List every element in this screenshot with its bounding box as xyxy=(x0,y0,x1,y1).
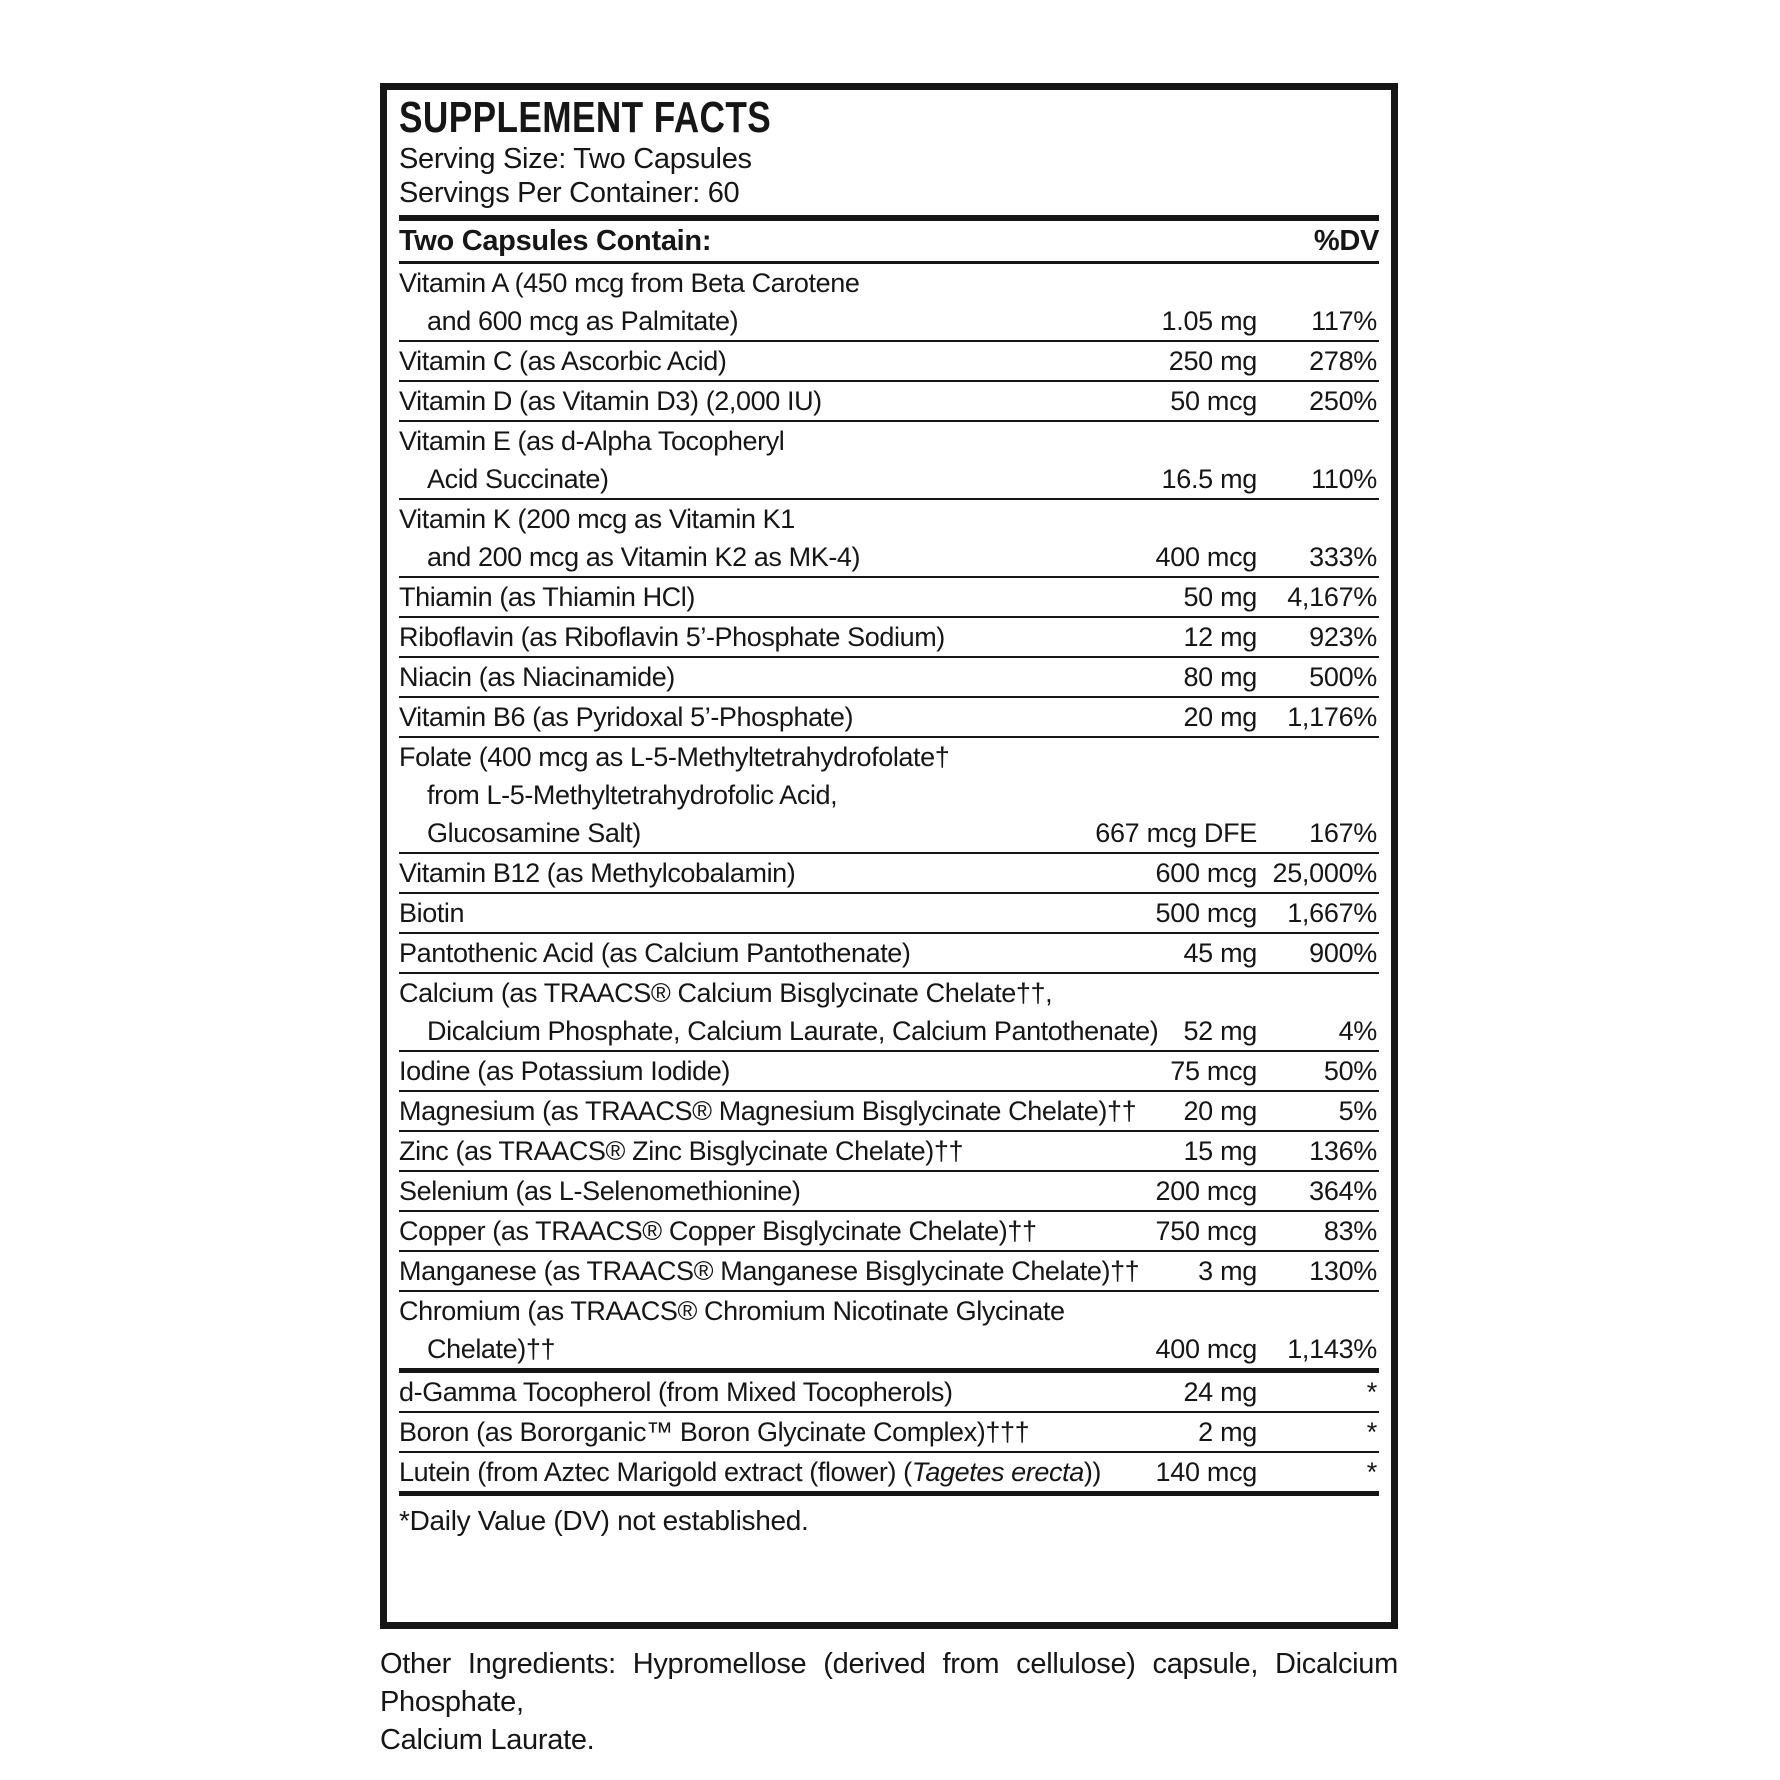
ingredient-name-line: Iodine (as Potassium Iodide) xyxy=(399,1056,730,1086)
ingredient-dv: * xyxy=(1366,1457,1377,1487)
ingredient-name-line: Glucosamine Salt) xyxy=(427,818,641,848)
ingredient-name-line: Vitamin A (450 mcg from Beta Carotene xyxy=(399,268,860,298)
ingredient-name-line: Manganese (as TRAACS® Manganese Bisglycinate Chelate)†† xyxy=(399,1256,1140,1286)
ingredient-amount: 750 mcg xyxy=(1155,1216,1257,1246)
ingredient-dv: 5% xyxy=(1338,1096,1377,1126)
supplement-facts-panel xyxy=(380,83,1398,1629)
ingredient-dv: 110% xyxy=(1311,464,1377,494)
ingredient-name-line: Zinc (as TRAACS® Zinc Bisglycinate Chelate)†† xyxy=(399,1136,964,1166)
serving-size-text: Serving Size: Two Capsules xyxy=(399,143,752,175)
servings-per-container-text: Servings Per Container: 60 xyxy=(399,177,740,209)
ingredient-amount: 52 mg xyxy=(1183,1016,1257,1046)
table-row xyxy=(399,698,1379,738)
ingredient-amount: 16.5 mg xyxy=(1161,464,1257,494)
ingredient-dv: 923% xyxy=(1309,622,1377,652)
ingredient-dv: 4% xyxy=(1338,1016,1377,1046)
ingredient-amount: 20 mg xyxy=(1183,1096,1257,1126)
ingredient-name-line: Thiamin (as Thiamin HCl) xyxy=(399,582,695,612)
ingredient-name-line: Vitamin E (as d-Alpha Tocopheryl xyxy=(399,426,785,456)
ingredient-amount: 200 mcg xyxy=(1155,1176,1257,1206)
table-row xyxy=(399,1092,1379,1132)
ingredient-amount: 250 mg xyxy=(1168,346,1257,376)
table-row xyxy=(399,500,1379,578)
ingredient-name-line: Riboflavin (as Riboflavin 5’-Phosphate Sodium) xyxy=(399,622,945,652)
ingredient-name-line: Chromium (as TRAACS® Chromium Nicotinate Glycinate xyxy=(399,1296,1065,1326)
ingredient-name-line: Boron (as Bororganic™ Boron Glycinate Complex)††† xyxy=(399,1417,1030,1447)
ingredient-amount: 1.05 mg xyxy=(1161,306,1257,336)
ingredient-amount: 400 mcg xyxy=(1155,1334,1257,1364)
table-row xyxy=(399,1413,1379,1453)
ingredient-name-line: d-Gamma Tocopherol (from Mixed Tocopherols) xyxy=(399,1377,953,1407)
ingredient-name-line: Vitamin B12 (as Methylcobalamin) xyxy=(399,858,796,888)
ingredient-name-line: Vitamin C (as Ascorbic Acid) xyxy=(399,346,727,376)
ingredient-amount: 2 mg xyxy=(1198,1417,1257,1447)
ingredient-amount: 50 mcg xyxy=(1170,386,1257,416)
table-row xyxy=(399,422,1379,500)
ingredient-name-line: Dicalcium Phosphate, Calcium Laurate, Calcium Pantothenate) xyxy=(427,1016,1159,1046)
table-row xyxy=(399,342,1379,382)
ingredient-dv: 1,176% xyxy=(1287,702,1377,732)
ingredient-amount: 45 mg xyxy=(1183,938,1257,968)
footnote-text: *Daily Value (DV) not established. xyxy=(399,1505,809,1536)
table-row xyxy=(399,658,1379,698)
ingredient-dv: 333% xyxy=(1309,542,1377,572)
columns-header-row xyxy=(399,221,1379,264)
ingredient-amount: 15 mg xyxy=(1183,1136,1257,1166)
ingredient-amount: 500 mcg xyxy=(1155,898,1257,928)
ingredient-dv: * xyxy=(1366,1417,1377,1447)
panel-title: SUPPLEMENT FACTS xyxy=(399,93,772,142)
ingredient-amount: 12 mg xyxy=(1183,622,1257,652)
table-row xyxy=(399,578,1379,618)
ingredient-name-line: Folate (400 mcg as L-5-Methyltetrahydrofolate† xyxy=(399,742,950,772)
ingredient-amount: 400 mcg xyxy=(1155,542,1257,572)
table-row xyxy=(399,1453,1379,1496)
table-row xyxy=(399,1052,1379,1092)
table-row xyxy=(399,934,1379,974)
other-ingredients-line-2: Calcium Laurate. xyxy=(380,1724,595,1756)
ingredient-name-line: and 200 mcg as Vitamin K2 as MK-4) xyxy=(427,542,861,572)
ingredient-name-line: Vitamin D (as Vitamin D3) (2,000 IU) xyxy=(399,386,822,416)
ingredient-dv: 4,167% xyxy=(1287,582,1377,612)
table-row xyxy=(399,1212,1379,1252)
contains-column-header: Two Capsules Contain: xyxy=(399,225,712,257)
table-row xyxy=(399,1292,1379,1373)
ingredient-amount: 24 mg xyxy=(1183,1377,1257,1407)
ingredient-name-line: Lutein (from Aztec Marigold extract (flower) (Tagetes erecta)) xyxy=(399,1457,1101,1487)
ingredient-dv: 1,143% xyxy=(1287,1334,1377,1364)
ingredient-dv: 500% xyxy=(1309,662,1377,692)
ingredient-amount: 600 mcg xyxy=(1155,858,1257,888)
ingredient-name-line: Selenium (as L-Selenomethionine) xyxy=(399,1176,801,1206)
ingredient-name-line: Biotin xyxy=(399,898,465,928)
table-row xyxy=(399,618,1379,658)
ingredient-amount: 140 mcg xyxy=(1155,1457,1257,1487)
ingredient-name-line: and 600 mcg as Palmitate) xyxy=(427,306,739,336)
panel-inner xyxy=(387,90,1391,1539)
ingredient-dv: 130% xyxy=(1309,1256,1377,1286)
table-row xyxy=(399,1172,1379,1212)
ingredient-dv: 167% xyxy=(1309,818,1377,848)
ingredient-name-line: Acid Succinate) xyxy=(427,464,609,494)
ingredient-name-line: Calcium (as TRAACS® Calcium Bisglycinate Chelate††, xyxy=(399,978,1053,1008)
table-row xyxy=(399,974,1379,1052)
ingredient-dv: 900% xyxy=(1309,938,1377,968)
table-row xyxy=(399,264,1379,342)
ingredient-amount: 3 mg xyxy=(1198,1256,1257,1286)
table-row xyxy=(399,894,1379,934)
ingredient-name-line: Pantothenic Acid (as Calcium Pantothenate) xyxy=(399,938,911,968)
ingredient-name-line: Chelate)†† xyxy=(427,1334,556,1364)
other-ingredients-text xyxy=(380,1645,1398,1759)
ingredient-dv: 25,000% xyxy=(1272,858,1377,888)
ingredient-name-line: Vitamin B6 (as Pyridoxal 5’-Phosphate) xyxy=(399,702,854,732)
table-row xyxy=(399,738,1379,854)
dv-column-header: %DV xyxy=(1313,225,1379,257)
other-ingredients-line-1: Other Ingredients: Hypromellose (derived from cellulose) capsule, Dicalcium Phosphate, xyxy=(380,1648,1398,1718)
ingredient-name-line: Magnesium (as TRAACS® Magnesium Bisglycinate Chelate)†† xyxy=(399,1096,1137,1126)
ingredient-amount: 20 mg xyxy=(1183,702,1257,732)
ingredient-amount: 80 mg xyxy=(1183,662,1257,692)
ingredient-name-line: Niacin (as Niacinamide) xyxy=(399,662,675,692)
ingredient-dv: 364% xyxy=(1309,1176,1377,1206)
ingredient-dv: * xyxy=(1366,1377,1377,1407)
ingredient-dv: 117% xyxy=(1311,306,1377,336)
table-row xyxy=(399,1373,1379,1413)
ingredient-dv: 83% xyxy=(1323,1216,1377,1246)
ingredient-name-line: from L-5-Methyltetrahydrofolic Acid, xyxy=(427,780,838,810)
ingredient-dv: 50% xyxy=(1323,1056,1377,1086)
table-row xyxy=(399,1252,1379,1292)
ingredient-amount: 50 mg xyxy=(1183,582,1257,612)
ingredient-dv: 136% xyxy=(1309,1136,1377,1166)
ingredient-dv: 278% xyxy=(1309,346,1377,376)
table-row xyxy=(399,1132,1379,1172)
ingredient-dv: 250% xyxy=(1309,386,1377,416)
table-row xyxy=(399,854,1379,894)
facts-rows xyxy=(399,264,1379,1496)
table-row xyxy=(399,382,1379,422)
ingredient-dv: 1,667% xyxy=(1287,898,1377,928)
ingredient-name-line: Vitamin K (200 mcg as Vitamin K1 xyxy=(399,504,795,534)
ingredient-amount: 75 mcg xyxy=(1170,1056,1257,1086)
ingredient-name-line: Copper (as TRAACS® Copper Bisglycinate Chelate)†† xyxy=(399,1216,1037,1246)
ingredient-amount: 667 mcg DFE xyxy=(1095,818,1257,848)
